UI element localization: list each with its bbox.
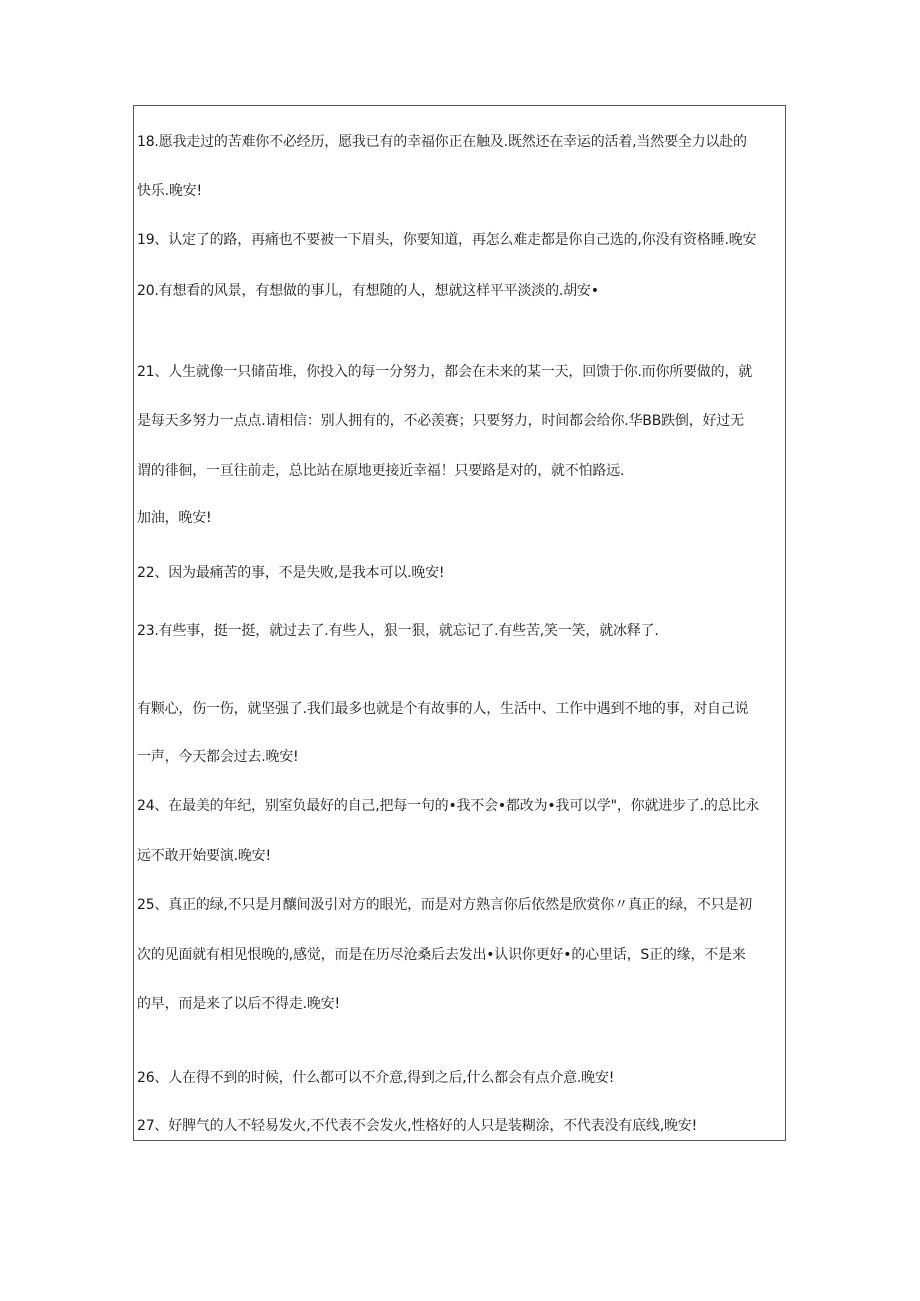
text-line: 27、好脾气的人不轻易发火,不代表不会发火,性格好的人只是装糊涂，不代表没有底线,晚安! xyxy=(137,1118,697,1134)
text-line: 21、人生就像一只储苗堆，你投入的每一分努力，都会在未来的某一天，回馈于你.而你所要做的，就 xyxy=(137,364,753,380)
text-line: 快乐.晚安! xyxy=(137,183,202,199)
document-frame xyxy=(133,105,786,1141)
text-line: 19、认定了的路，再痛也不要被一下眉头，你要知道，再怎么难走都是你自己选的,你没有资格睡.晚安 xyxy=(137,232,757,248)
text-line: 的早，而是来了以后不得走.晚安! xyxy=(137,996,340,1012)
text-line: 远不敢开始要演.晚安! xyxy=(137,848,271,864)
text-line: 18.愿我走过的苦难你不必经历，愿我已有的幸福你正在触及.既然还在幸运的活着,当然要全力以赴的 xyxy=(137,134,747,150)
text-line: 是每天多努力一点点.请相信：别人拥有的，不必羡赛；只要努力，时间都会给你.华BB跌倒，好过无 xyxy=(137,413,744,429)
text-line: 加油，晚安! xyxy=(137,510,212,526)
text-line: 一声，今天都会过去.晚安! xyxy=(137,749,299,765)
text-line: 有颗心，伤一伤，就坚强了.我们最多也就是个有故事的人，生活中、工作中遇到不地的事，对自己说 xyxy=(137,701,749,717)
text-line: 谓的徘徊，一亘往前走，总比站在原地更接近幸福！只要路是对的，就不怕路远. xyxy=(137,463,625,479)
text-line: 23.有些事，挺一挺，就过去了.有些人，狠一狠，就忘记了.有些苦,笑一笑，就冰释了. xyxy=(137,623,659,639)
text-line: 25、真正的绿,不只是月釀间汲引对方的眼光，而是对方熟言你后依然是欣赏你〃真正的绿，不只是初 xyxy=(137,897,753,913)
text-line: 20.有想看的风景，有想做的事儿，有想随的人，想就这样平平淡淡的.胡安• xyxy=(137,283,599,299)
text-line: 24、在最美的年纪，别室负最好的自己,把每一句的•我不会•都改为•我可以学"，你就进步了.的总比永 xyxy=(137,798,760,814)
text-line: 22、因为最痛苦的事，不是失败,是我本可以.晚安! xyxy=(137,565,445,581)
text-line: 次的见面就有相见恨晚的,感觉，而是在历尽沧桑后去发出•认识你更好•的心里话，S正的缘，不是来 xyxy=(137,947,746,963)
text-line: 26、人在得不到的时候，什么都可以不介意,得到之后,什么都会有点介意.晚安! xyxy=(137,1070,615,1086)
